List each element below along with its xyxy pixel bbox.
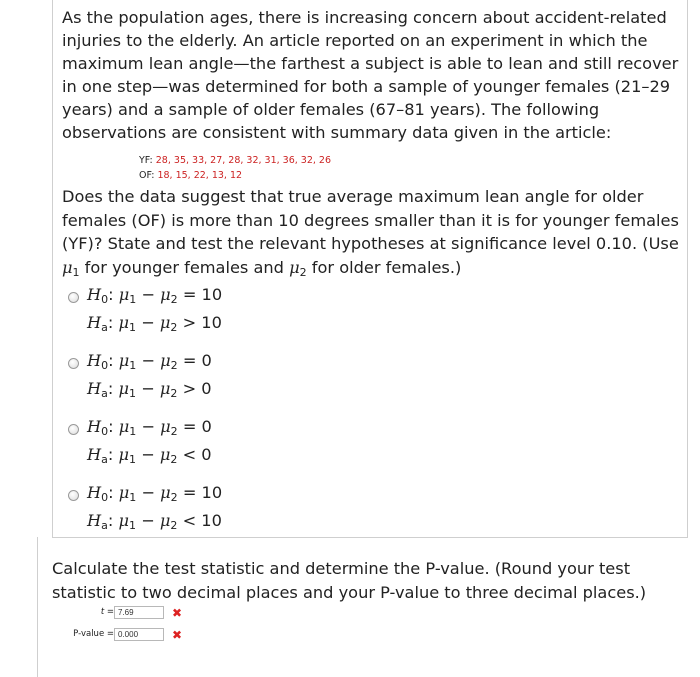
ha-value: < 10 xyxy=(182,511,222,530)
null-hypothesis: $H_0$: $\mu_1 - \mu_2 = 0$ xyxy=(87,417,212,438)
h0-value: = 10 xyxy=(182,285,223,304)
incorrect-icon: ✖ xyxy=(172,628,183,642)
h0-value: = 0 xyxy=(182,351,212,370)
yf-data-line xyxy=(139,153,331,168)
radio-button[interactable] xyxy=(68,292,79,303)
calculation-prompt: Calculate the test statistic and determine the P-value. (Round your test statistic to two decimal places and your P-value to three decimal places.) xyxy=(52,559,647,602)
p-value-input[interactable] xyxy=(114,628,164,641)
ha-value: > 10 xyxy=(182,313,222,332)
null-hypothesis: $H_0$: $\mu_1 - \mu_2 = 10$ xyxy=(87,483,223,504)
of-values: 18, 15, 22, 13, 12 xyxy=(157,170,243,181)
incorrect-icon: ✖ xyxy=(172,606,183,620)
null-hypothesis: $H_0$: $\mu_1 - \mu_2 = 10$ xyxy=(87,285,223,306)
mu-symbol: μ xyxy=(289,257,300,277)
question-part1: Does the data suggest that true average maximum lean angle for older females (OF) is more than 10 degrees smaller than it is for younger females (YF)? State and test the relevant hypotheses at significance level 0.10. (Use xyxy=(62,187,679,253)
ha-value: > 0 xyxy=(182,379,212,398)
alternative-hypothesis: $H_a$: $\mu_1 - \mu_2 < 10$ xyxy=(87,511,222,532)
question-part3: for older females.) xyxy=(306,257,462,277)
ha-value: < 0 xyxy=(182,445,212,464)
mu-subscript-2: 2 xyxy=(299,265,307,279)
radio-button[interactable] xyxy=(68,424,79,435)
t-statistic-row xyxy=(0,606,200,622)
yf-label: YF: xyxy=(139,155,153,166)
radio-button[interactable] xyxy=(68,490,79,501)
p-value-row xyxy=(0,628,200,644)
radio-button[interactable] xyxy=(68,358,79,369)
mu-subscript-1: 1 xyxy=(72,265,80,279)
t-statistic-input[interactable] xyxy=(114,606,164,619)
problem-intro: As the population ages, there is increasing concern about accident-related injuries to the elderly. An article reported on an experiment in which the maximum lean angle—the farthest a subject is able to lean and still recover in one step—was determined for both a sample of younger females (21–29 years) and a sample of older females (67–81 years). The following observations are consistent with summary data given in the article: xyxy=(62,8,679,142)
question-part2: for younger females and xyxy=(79,257,290,277)
p-value-label: P-value = xyxy=(73,629,114,639)
sample-data xyxy=(139,153,331,183)
alternative-hypothesis: $H_a$: $\mu_1 - \mu_2 > 0$ xyxy=(87,379,212,400)
question-text xyxy=(62,185,686,284)
mu-symbol: μ xyxy=(62,257,73,277)
yf-values: 28, 35, 33, 27, 28, 32, 31, 36, 32, 26 xyxy=(155,155,332,166)
h0-value: = 0 xyxy=(182,417,212,436)
h0-value: = 10 xyxy=(182,483,223,502)
t-label: t = xyxy=(100,607,114,617)
alternative-hypothesis: $H_a$: $\mu_1 - \mu_2 < 0$ xyxy=(87,445,212,466)
null-hypothesis: $H_0$: $\mu_1 - \mu_2 = 0$ xyxy=(87,351,212,372)
of-label: OF: xyxy=(139,170,155,181)
alternative-hypothesis: $H_a$: $\mu_1 - \mu_2 > 10$ xyxy=(87,313,222,334)
of-data-line xyxy=(139,168,331,183)
